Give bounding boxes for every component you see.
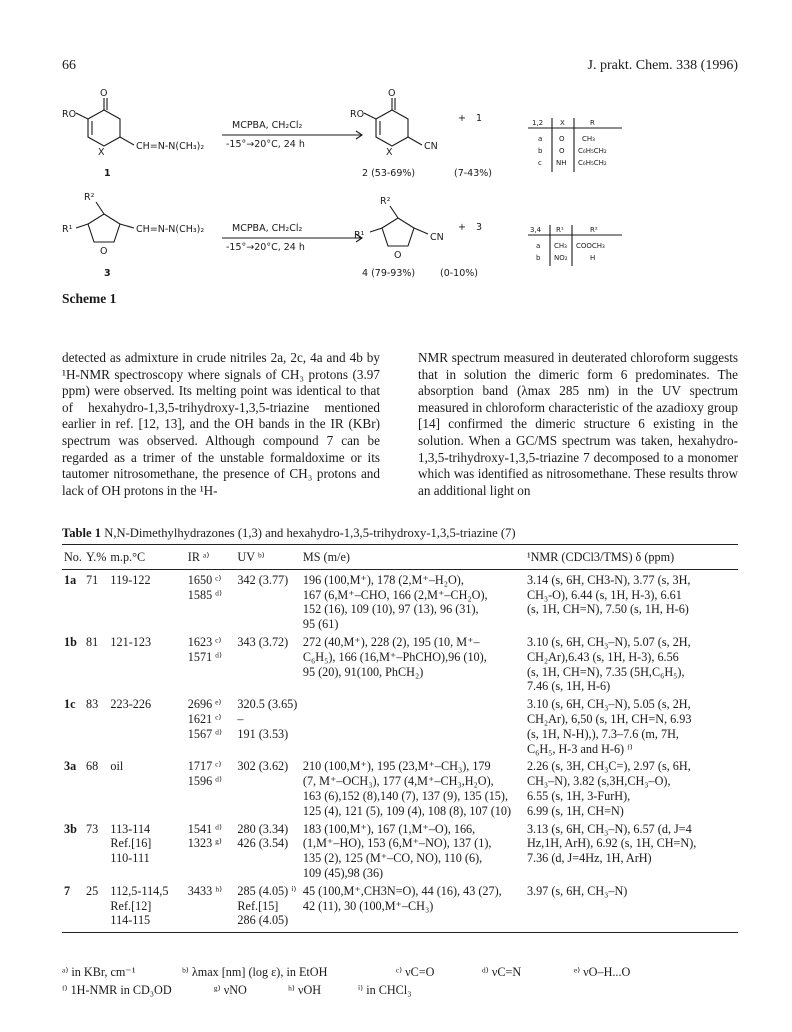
cell-yield: 81 [85, 634, 99, 649]
cell-uv: 285 (4.05) ⁱ⁾ Ref.[15] 286 (4.05) [235, 884, 300, 933]
cell-ms: 183 (100,M⁺), 167 (1,M⁺–O), 166, (1,M⁺–HO), 153 (6,M⁺–NO), 137 (1), 135 (2), 125 (M⁺–CO, NO), 110 (6), 109 (45),98 (36) [302, 821, 492, 880]
scheme-r2-conditions: -15°→20°C, 24 h [226, 242, 305, 253]
col-header-no: No. [62, 545, 84, 570]
footnote-h: ʰ⁾ νOH [288, 983, 322, 997]
col-header-mp: m.p.°C [108, 545, 185, 570]
scheme-r1-product-o: O [388, 88, 396, 99]
cell-ir: 3433 ʰ⁾ [186, 884, 236, 933]
cell-nmr: 3.97 (s, 6H, CH₃–N) [525, 884, 738, 933]
scheme-r1-product-ro: RO [350, 109, 365, 120]
page-number: 66 [62, 58, 76, 73]
reaction-scheme [62, 88, 738, 323]
cell-no: 3b [64, 821, 77, 836]
footnote-b: ᵇ⁾ λmax [nm] (log ε), in EtOH [182, 965, 328, 979]
scheme-r2-byproduct-yield: (0-10%) [440, 268, 478, 279]
table-row [62, 759, 738, 821]
col-header-uv: UV ᵇ⁾ [235, 545, 300, 570]
cell-ir: 2696 ᵉ⁾ 1621 ᶜ⁾ 1567 ᵈ⁾ [187, 697, 222, 741]
scheme-r1-byproduct: 1 [476, 113, 483, 124]
svg-text:C₆H₅CH₂: C₆H₅CH₂ [578, 159, 607, 167]
scheme-r2-substituent-table [530, 226, 605, 262]
scheme-r1-plus: + [458, 113, 466, 124]
scheme-r1-product-x: X [386, 147, 393, 158]
scheme-r1-chain: CH=N-N(CH₃)₂ [136, 141, 205, 152]
scheme-r1-substituent-table [532, 119, 607, 167]
footnote-f: ᶠ⁾ 1H-NMR in CD₃OD [62, 983, 172, 997]
scheme-r2-product-r2: R² [380, 196, 391, 207]
svg-text:R¹: R¹ [556, 226, 564, 234]
cell-ir: 1717 ᶜ⁾ 1596 ᵈ⁾ [187, 759, 222, 789]
scheme-r1-product-number: 2 (53-69%) [362, 168, 416, 179]
svg-text:COOCH₃: COOCH₃ [576, 242, 605, 250]
svg-text:3,4: 3,4 [530, 226, 542, 234]
scheme-r2-byproduct: 3 [476, 222, 483, 233]
svg-text:X: X [560, 119, 565, 127]
paragraph-left: detected as admixture in crude nitriles 2a, 2c, 4a and 4b by ¹H-NMR spectroscopy where signals of CH₃ protons (3.97 ppm) were observed. Its melting point was identical to that of hexahydro-1,3,5-trihydroxy-1,3,5-triazine mentioned earlier in ref. [12, 13], and the OH bands in the IR (KBr) spectrum was observed. Although compound 7 can be regarded as a trimer of the unstable formaldoxime or its tautomer nitrosomethane, the presence of CH₃ protons and lack of OH protons in the ¹H- [62, 350, 380, 498]
svg-text:H: H [590, 254, 596, 262]
svg-text:NH: NH [556, 159, 567, 167]
cell-uv: 342 (3.77) [237, 572, 289, 587]
cell-uv: 343 (3.72) [237, 634, 289, 649]
scheme-drawing [62, 88, 738, 323]
svg-text:CH₃: CH₃ [582, 135, 595, 143]
table-caption-label: Table 1 [62, 526, 102, 540]
footnote-e: ᵉ⁾ νO–H...O [574, 965, 631, 979]
cell-uv: 280 (3.34) 426 (3.54) [237, 821, 289, 851]
paragraph-right: NMR spectrum measured in deuterated chloroform suggests that in solution the dimeric form 6 predominates. The absorption band (λmax 285 nm) in the UV spectrum measured in chloroform characteristic of the azadioxy group [14] confirmed the dimeric structure 6 existing in the solution. When a GC/MS spectrum was taken, hexahydro-1,3,5-trihydroxy-1,3,5-triazine 7 decomposed to a monomer which was identified as nitrosomethane. These results throw an additional light on [418, 350, 738, 498]
scheme-r2-product-ring-o: O [394, 250, 402, 261]
cell-yield: 68 [85, 759, 99, 774]
body-column-right [418, 350, 738, 499]
table-row [62, 697, 738, 759]
footnote-a: ᵃ⁾ in KBr, cm⁻¹ [62, 965, 136, 979]
scheme-r1-product-cn: CN [424, 141, 438, 152]
table-header-row [62, 545, 738, 570]
col-header-ms: MS (m/e) [301, 545, 525, 570]
svg-text:b: b [538, 147, 543, 155]
svg-text:C₆H₅CH₂: C₆H₅CH₂ [578, 147, 607, 155]
cell-nmr: 3.13 (s, 6H, CH₃–N), 6.57 (d, J=4 Hz,1H, ArH), 6.92 (s, 1H, CH=N), 7.36 (d, J=4Hz, 1H, ArH) [526, 821, 697, 866]
scheme-r1-byproduct-yield: (7-43%) [454, 168, 492, 179]
cell-no: 1c [64, 697, 76, 712]
scheme-r2-chain: CH=N-N(CH₃)₂ [136, 224, 205, 235]
scheme-r2-product-r1: R¹ [354, 230, 365, 241]
cell-no: 1a [64, 572, 77, 587]
cell-ms: 196 (100,M⁺), 178 (2,M⁺–H₂O), 167 (6,M⁺–CHO, 166 (2,M⁺–CH₂O), 152 (16), 109 (10), 97 (13), 96 (31), 95 (61) [302, 572, 488, 632]
svg-text:b: b [536, 254, 541, 262]
data-table [62, 544, 738, 933]
col-header-ir: IR ᵃ⁾ [186, 545, 236, 570]
cell-ms: 45 (100,M⁺,CH3N=O), 44 (16), 43 (27), 42 (11), 30 (100,M⁺–CH₃) [301, 884, 525, 933]
scheme-r2-reactant-number: 3 [104, 268, 111, 279]
scheme-r2-reagent: MCPBA, CH₂Cl₂ [232, 223, 303, 234]
cell-no: 1b [64, 634, 77, 649]
cell-nmr: 3.10 (s, 6H, CH₃–N), 5.05 (s, 2H, CH₂Ar), 6,50 (s, 1H, CH=N, 6.93 (s, 1H, N-H),), 7.3–7.6 (m, 7H, C₆H₅, H-3 and H-6) ᶠ⁾ [526, 697, 692, 756]
cell-yield: 71 [85, 572, 99, 587]
cell-ir: 1623 ᶜ⁾ 1571 ᵈ⁾ [187, 634, 222, 664]
body-column-left [62, 350, 380, 499]
table-caption [62, 526, 516, 541]
table-row [62, 635, 738, 697]
cell-nmr: 3.14 (s, 6H, CH3-N), 3.77 (s, 3H, CH₃-O), 6.44 (s, 1H, H-3), 6.61 (s, 1H, CH=N), 7.50 (s, 1H, H-6) [526, 572, 691, 617]
svg-text:1,2: 1,2 [532, 119, 544, 127]
svg-text:R²: R² [590, 226, 598, 234]
col-header-nmr: ¹NMR (CDCl3/TMS) δ (ppm) [525, 545, 738, 570]
footnote-i: ⁱ⁾ in CHCl₃ [358, 983, 412, 997]
svg-text:c: c [538, 159, 542, 167]
col-header-yield: Y.% [84, 545, 108, 570]
scheme-r1-conditions: -15°→20°C, 24 h [226, 139, 305, 150]
footnote-d: ᵈ⁾ νC=N [482, 965, 522, 979]
svg-text:CH₃: CH₃ [554, 242, 567, 250]
table-row [62, 569, 738, 635]
table-row [62, 884, 738, 933]
cell-ms: 210 (100,M⁺), 195 (23,M⁺–CH₃), 179 (7, M⁺–OCH₃), 177 (4,M⁺–CH₃,H₂O), 163 (6),152 (8),140 (7), 137 (9), 135 (15), 125 (4), 121 (5), 109 (4), 108 (8), 107 (10) [302, 759, 512, 818]
footnote-c: ᶜ⁾ νC=O [396, 965, 435, 979]
scheme-r1-carbonyl-o: O [100, 88, 108, 99]
svg-text:O: O [559, 135, 565, 143]
cell-nmr: 3.10 (s, 6H, CH₃–N), 5.07 (s, 2H, CH₂Ar),6.43 (s, 1H, H-3), 6.56 (s, 1H, CH=N), 7.35 (5H,C₆H₅), 7.46 (s, 1H, H-6) [526, 634, 691, 694]
svg-text:a: a [538, 135, 543, 143]
cell-mp: 112,5-114,5 Ref.[12] 114-115 [108, 884, 185, 933]
svg-text:O: O [559, 147, 565, 155]
svg-text:a: a [536, 242, 541, 250]
cell-yield: 73 [85, 821, 99, 836]
journal-reference: J. prakt. Chem. 338 (1996) [587, 58, 738, 73]
cell-uv: 320.5 (3.65) – 191 (3.53) [237, 697, 298, 741]
cell-yield: 83 [85, 697, 99, 712]
cell-mp: 121-123 [110, 634, 152, 649]
cell-mp: 223-226 [110, 697, 152, 712]
scheme-r2-product-number: 4 (79-93%) [362, 268, 416, 279]
scheme-caption: Scheme 1 [62, 291, 117, 306]
scheme-r1-ro: RO [62, 109, 77, 120]
footnote-g: ᵍ⁾ νNO [214, 983, 247, 997]
cell-ms: 272 (40,M⁺), 228 (2), 195 (10, M⁺– C₆H₅), 166 (16,M⁺–PhCHO),96 (10), 95 (20), 91(100, PhCH₂) [302, 634, 487, 679]
scheme-r2-r2: R² [84, 192, 95, 203]
cell-no: 3a [64, 759, 77, 774]
svg-text:R: R [590, 119, 595, 127]
cell-nmr: 2.26 (s, 3H, CH₃C=), 2.97 (s, 6H, CH₃–N), 3.82 (s,3H,CH₃–O), 6.55 (s, 1H, 3-FurH), 6.99 (s, 1H, CH=N) [526, 759, 691, 818]
scheme-r1-x: X [98, 147, 105, 158]
cell-ir: 1650 ᶜ⁾ 1585 ᵈ⁾ [187, 572, 222, 602]
cell-mp: 113-114 Ref.[16] 110-111 [110, 821, 152, 866]
table-caption-text: N,N-Dimethylhydrazones (1,3) and hexahydro-1,3,5-trihydroxy-1,3,5-triazine (7) [104, 526, 516, 540]
cell-mp: 119-122 [110, 572, 151, 587]
scheme-r1-reactant-number: 1 [104, 168, 111, 179]
scheme-r2-plus: + [458, 222, 466, 233]
scheme-r2-r1: R¹ [62, 224, 73, 235]
cell-yield: 25 [84, 884, 108, 933]
cell-uv: 302 (3.62) [237, 759, 289, 774]
cell-ms [301, 697, 525, 759]
cell-no: 7 [62, 884, 84, 933]
scheme-r1-reagent: MCPBA, CH₂Cl₂ [232, 120, 303, 131]
cell-ir: 1541 ᵈ⁾ 1323 ᵍ⁾ [187, 821, 222, 851]
cell-mp: oil [110, 759, 124, 774]
table-row [62, 822, 738, 884]
svg-text:NO₂: NO₂ [554, 254, 568, 262]
scheme-r2-product-cn: CN [430, 232, 444, 243]
scheme-r2-ring-o: O [100, 246, 108, 257]
